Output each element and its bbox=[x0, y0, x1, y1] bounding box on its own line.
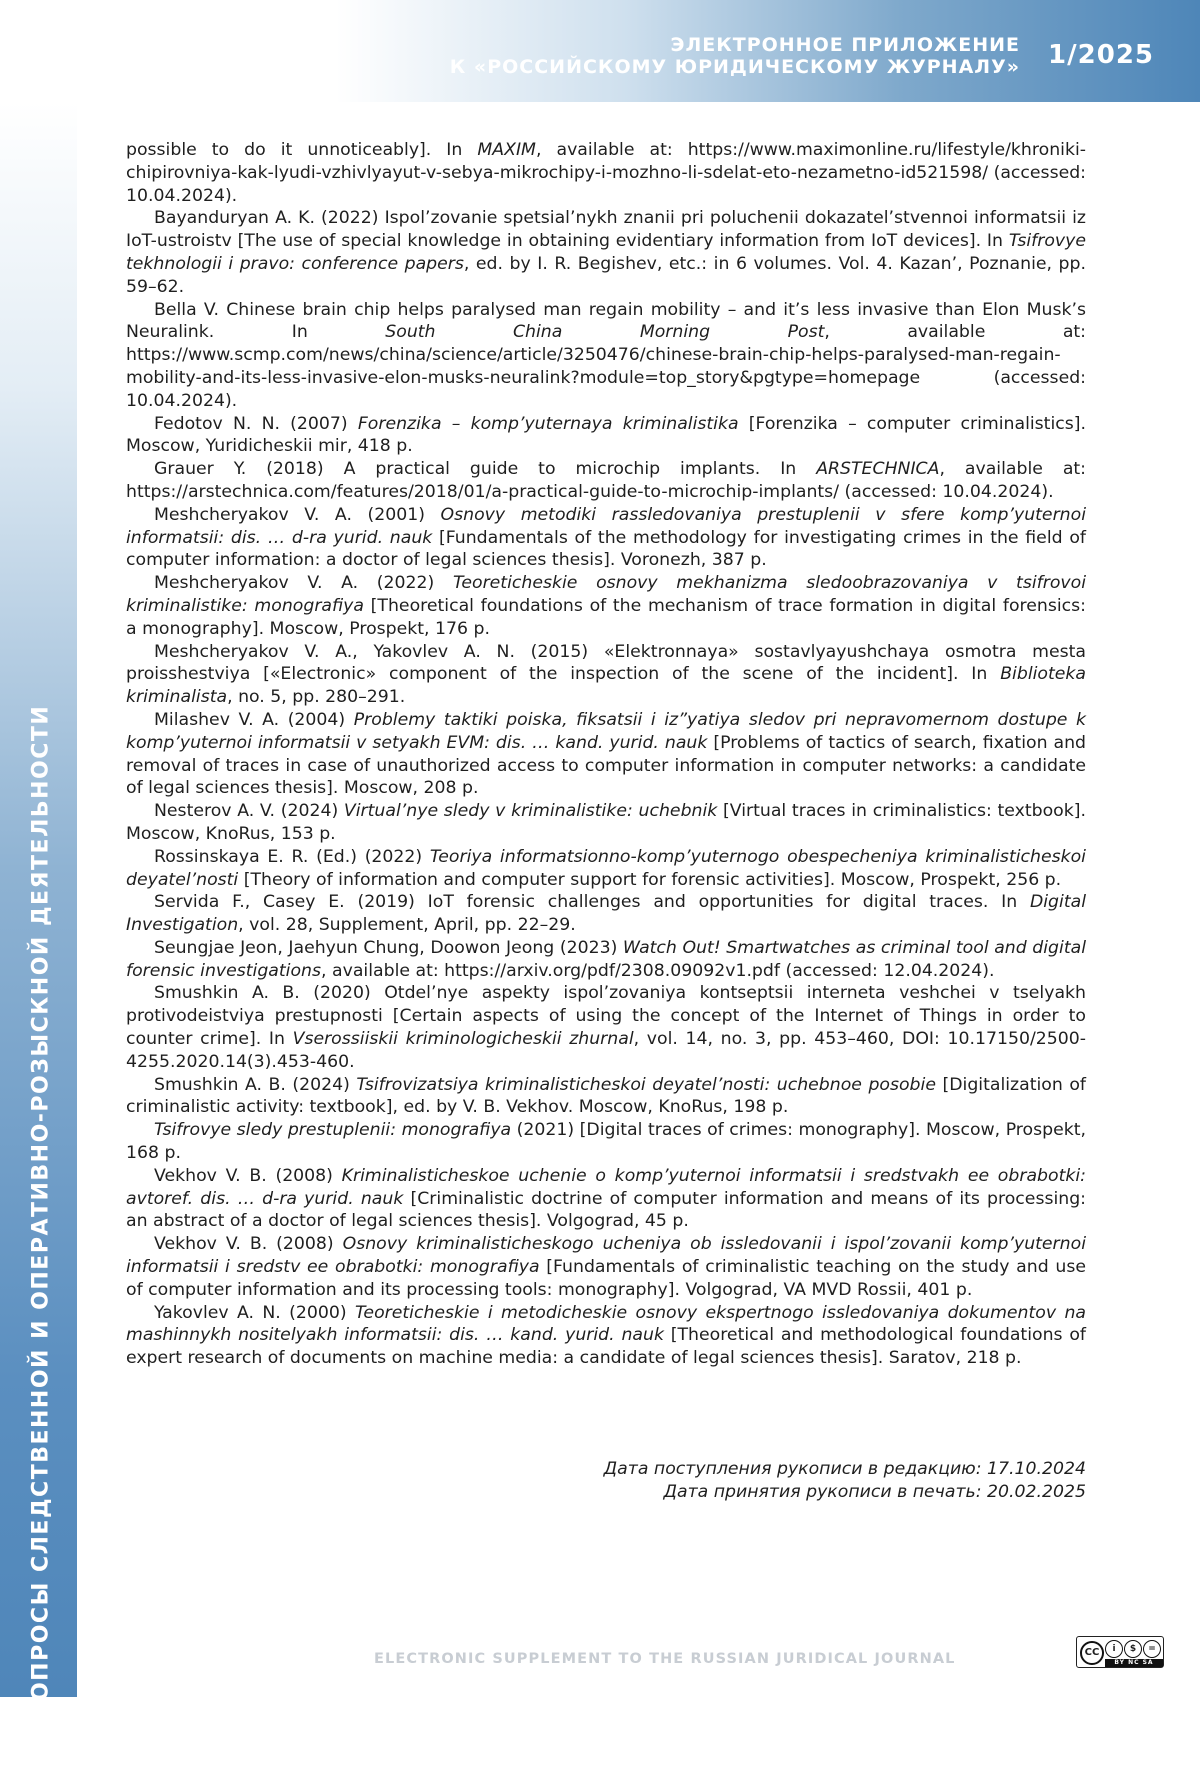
reference-entry bbox=[126, 207, 1086, 298]
reference-text: Smushkin A. B. (2020) Otdel’nye aspekty ispol’zovaniya kontseptsii interneta veshchei v tselyakh protivodeistviya prestupnosti [Certain aspects of using the concept of the Internet of Things in order to counter crime]. In bbox=[126, 983, 1086, 1049]
reference-text: , ed. by I. R. Begishev, etc.: in 6 volumes. Vol. 4. Kazan’, Poznanie, pp. 59–62. bbox=[126, 254, 1086, 297]
reference-entry bbox=[126, 139, 1086, 207]
reference-entry bbox=[126, 1165, 1086, 1233]
reference-text: Servida F., Casey E. (2019) IoT forensic challenges and opportunities for digital traces. In bbox=[154, 892, 1030, 912]
journal-title-line1: ЭЛЕКТРОННОЕ ПРИЛОЖЕНИЕ bbox=[450, 34, 1020, 56]
reference-title-italic: Teoriya informatsionno-komp’yuternogo obespecheniya kriminalisticheskoi deyatel’nosti bbox=[126, 847, 1086, 890]
sharealike-icon: = bbox=[1143, 1640, 1161, 1658]
journal-header bbox=[0, 0, 1200, 102]
reference-entry bbox=[126, 572, 1086, 640]
reference-text: [Problems of tactics of search, fixation and removal of traces in case of unauthorized access to computer information in computer networks: a candidate of legal sciences thesis]. Moscow, 208 p. bbox=[126, 733, 1086, 799]
reference-title-italic: Tsifrovye sledy prestuplenii: monografiya bbox=[154, 1120, 511, 1140]
reference-text: [Fundamentals of the methodology for investigating crimes in the field of computer information: a doctor of legal sciences thesis]. Voronezh, 387 p. bbox=[126, 528, 1086, 571]
reference-title-italic: Teoreticheskie i metodicheskie osnovy ekspertnogo issledovaniya dokumentov na mashinnykh nositelyakh informatsii: dis. … kand. yurid. nauk bbox=[126, 1303, 1086, 1346]
reference-title-italic: Forenzika – komp’yuternaya kriminalistika bbox=[358, 414, 739, 434]
reference-text: [Fundamentals of criminalistic teaching on the study and use of computer information and its processing tools: monography]. Volgograd, VA MVD Rossii, 401 p. bbox=[126, 1257, 1086, 1300]
reference-entry bbox=[126, 299, 1086, 413]
reference-text: Bayanduryan A. K. (2022) Ispol’zovanie spetsial’nykh znanii pri poluchenii dokazatel’stvennoi informatsii iz IoT-ustroistv [The use of special knowledge in obtaining evidentiary information from IoT devices]. In bbox=[126, 208, 1086, 251]
creative-commons-license-badge[interactable] bbox=[1076, 1636, 1164, 1668]
reference-title-italic: South China Morning Post bbox=[385, 322, 824, 342]
received-date: Дата поступления рукописи в редакцию: 17.10.2024 bbox=[604, 1458, 1086, 1481]
reference-entry bbox=[126, 1233, 1086, 1301]
reference-text: Seungjae Jeon, Jaehyun Chung, Doowon Jeong (2023) bbox=[154, 938, 623, 958]
reference-entry bbox=[126, 1119, 1086, 1165]
reference-text: [Digitalization of criminalistic activity: textbook], ed. by V. B. Vekhov. Moscow, KnoRus, 198 p. bbox=[126, 1075, 1086, 1118]
reference-title-italic: Osnovy kriminalisticheskogo ucheniya ob issledovanii i ispol’zovanii komp’yuternoi informatsii i sredstv ee obrabotki: monografiya bbox=[126, 1234, 1086, 1277]
manuscript-dates bbox=[604, 1458, 1086, 1503]
reference-entry bbox=[126, 1074, 1086, 1120]
reference-entry bbox=[126, 413, 1086, 459]
reference-text: , available at: https://arxiv.org/pdf/2308.09092v1.pdf (accessed: 12.04.2024). bbox=[321, 961, 995, 981]
reference-text: , vol. 28, Supplement, April, pp. 22–29. bbox=[238, 915, 576, 935]
reference-entry bbox=[126, 846, 1086, 892]
footer-journal-name: ELECTRONIC SUPPLEMENT TO THE RUSSIAN JURIDICAL JOURNAL bbox=[374, 1651, 956, 1667]
reference-text: Rossinskaya E. R. (Ed.) (2022) bbox=[154, 847, 430, 867]
issue-number: 1/2025 bbox=[1048, 40, 1154, 70]
reference-entry bbox=[126, 982, 1086, 1073]
journal-title-line2: К «РОССИЙСКОМУ ЮРИДИЧЕСКОМУ ЖУРНАЛУ» bbox=[450, 56, 1020, 78]
reference-text: (2021) [Digital traces of crimes: monography]. Moscow, Prospekt, 168 p. bbox=[126, 1120, 1086, 1163]
reference-title-italic: Teoreticheskie osnovy mekhanizma sledoobrazovaniya v tsifrovoi kriminalistike: monografiya bbox=[126, 573, 1086, 616]
reference-entry bbox=[126, 709, 1086, 800]
reference-text: Bella V. Chinese brain chip helps paralysed man regain mobility – and it’s less invasive than Elon Musk’s Neuralink. In bbox=[126, 300, 1086, 343]
reference-title-italic: Tsifrovye tekhnologii i pravo: conference papers bbox=[126, 231, 1086, 274]
section-title: ВОПРОСЫ СЛЕДСТВЕННОЙ И ОПЕРАТИВНО-РОЗЫСКНОЙ ДЕЯТЕЛЬНОСТИ bbox=[29, 705, 54, 1720]
reference-title-italic: ARSTECHNICA bbox=[816, 459, 939, 479]
reference-entry bbox=[126, 891, 1086, 937]
reference-text: Meshcheryakov V. A. (2001) bbox=[154, 505, 441, 525]
reference-text: Meshcheryakov V. A. (2022) bbox=[154, 573, 453, 593]
reference-entry bbox=[126, 641, 1086, 709]
reference-title-italic: Osnovy metodiki rassledovaniya prestuplenii v sfere komp’yuternoi informatsii: dis. … d-ra yurid. nauk bbox=[126, 505, 1086, 548]
reference-text: possible to do it unnoticeably]. In bbox=[126, 140, 477, 160]
reference-text: , no. 5, pp. 280–291. bbox=[227, 687, 405, 707]
reference-text: Nesterov A. V. (2024) bbox=[154, 801, 344, 821]
reference-title-italic: Problemy taktiki poiska, fiksatsii i iz”yatiya sledov pri nepravomernom dostupe k komp’yuternoi informatsii v setyakh EVM: dis. … kand. yurid. nauk bbox=[126, 710, 1086, 753]
reference-title-italic: Biblioteka kriminalista bbox=[126, 664, 1086, 707]
reference-text: , available at: https://www.scmp.com/news/china/science/article/3250476/chinese-brain-chip-helps-paralysed-man-regain-mobility-and-its-less-invasive-elon-musks-neuralink?module=top_story&pgtype=homepage (accessed: 10.04.2024). bbox=[126, 322, 1086, 410]
references-list bbox=[126, 139, 1086, 1370]
reference-text: [Forenzika – computer criminalistics]. Moscow, Yuridicheskii mir, 418 p. bbox=[126, 414, 1086, 457]
noncommercial-icon: $ bbox=[1124, 1640, 1142, 1658]
reference-text: Fedotov N. N. (2007) bbox=[154, 414, 358, 434]
reference-entry bbox=[126, 1302, 1086, 1370]
reference-text: , available at: https://arstechnica.com/features/2018/01/a-practical-guide-to-microchip-implants/ (accessed: 10.04.2024). bbox=[126, 459, 1086, 502]
reference-text: [Theory of information and computer support for forensic activities]. Moscow, Prospekt, 256 p. bbox=[238, 870, 1061, 890]
attribution-icon: i bbox=[1105, 1640, 1123, 1658]
reference-text: Milashev V. A. (2004) bbox=[154, 710, 354, 730]
reference-text: Smushkin A. B. (2024) bbox=[154, 1075, 356, 1095]
page-number: 49 bbox=[0, 1745, 77, 1770]
reference-text: [Theoretical foundations of the mechanism of trace formation in digital forensics: a monography]. Moscow, Prospekt, 176 p. bbox=[126, 596, 1086, 639]
accepted-date: Дата принятия рукописи в печать: 20.02.2025 bbox=[604, 1481, 1086, 1504]
reference-text: [Theoretical and methodological foundations of expert research of documents on machine media: a candidate of legal sciences thesis]. Saratov, 218 p. bbox=[126, 1325, 1086, 1368]
reference-text: Vekhov V. B. (2008) bbox=[154, 1166, 342, 1186]
license-terms: BY NC SA bbox=[1105, 1659, 1163, 1667]
reference-title-italic: Watch Out! Smartwatches as criminal tool and digital forensic investigations bbox=[126, 938, 1086, 981]
section-sidebar bbox=[0, 102, 77, 1697]
reference-entry bbox=[126, 504, 1086, 572]
reference-entry bbox=[126, 937, 1086, 983]
reference-text: [Virtual traces in criminalistics: textbook]. Moscow, KnoRus, 153 p. bbox=[126, 801, 1086, 844]
reference-text: , vol. 14, no. 3, pp. 453–460, DOI: 10.17150/2500-4255.2020.14(3).453-460. bbox=[126, 1029, 1086, 1072]
reference-title-italic: Digital Investigation bbox=[126, 892, 1086, 935]
reference-title-italic: Vserossiiskii kriminologicheskii zhurnal bbox=[293, 1029, 634, 1049]
reference-title-italic: Kriminalisticheskoe uchenie o komp’yuternoi informatsii i sredstvakh ee obrabotki: avtoref. dis. … d-ra yurid. nauk bbox=[126, 1166, 1086, 1209]
reference-text: Grauer Y. (2018) A practical guide to microchip implants. In bbox=[154, 459, 816, 479]
reference-text: Meshcheryakov V. A., Yakovlev A. N. (2015) «Elektronnaya» sostavlyayushchaya osmotra mesta proisshestviya [«Electronic» component of the inspection of the scene of the incident]. In bbox=[126, 642, 1086, 685]
reference-text: , available at: https://www.maximonline.ru/lifestyle/khroniki-chipirovniya-kak-lyudi-vzhivlyayut-v-sebya-mikrochipy-i-mozhno-li-sdelat-eto-nezametno-id521598/ (accessed: 10.04.2024). bbox=[126, 140, 1086, 206]
reference-text: Vekhov V. B. (2008) bbox=[154, 1234, 343, 1254]
reference-entry bbox=[126, 458, 1086, 504]
reference-title-italic: Tsifrovizatsiya kriminalisticheskoi deyatel’nosti: uchebnoe posobie bbox=[356, 1075, 936, 1095]
reference-text: Yakovlev A. N. (2000) bbox=[154, 1303, 355, 1323]
cc-logo-icon: CC bbox=[1080, 1641, 1104, 1665]
reference-entry bbox=[126, 800, 1086, 846]
reference-text: [Criminalistic doctrine of computer information and means of its processing: an abstract of a doctor of legal sciences thesis]. Volgograd, 45 p. bbox=[126, 1189, 1086, 1232]
journal-title bbox=[450, 34, 1020, 78]
reference-title-italic: Virtual’nye sledy v kriminalistike: uchebnik bbox=[344, 801, 717, 821]
reference-title-italic: MAXIM bbox=[477, 140, 536, 160]
